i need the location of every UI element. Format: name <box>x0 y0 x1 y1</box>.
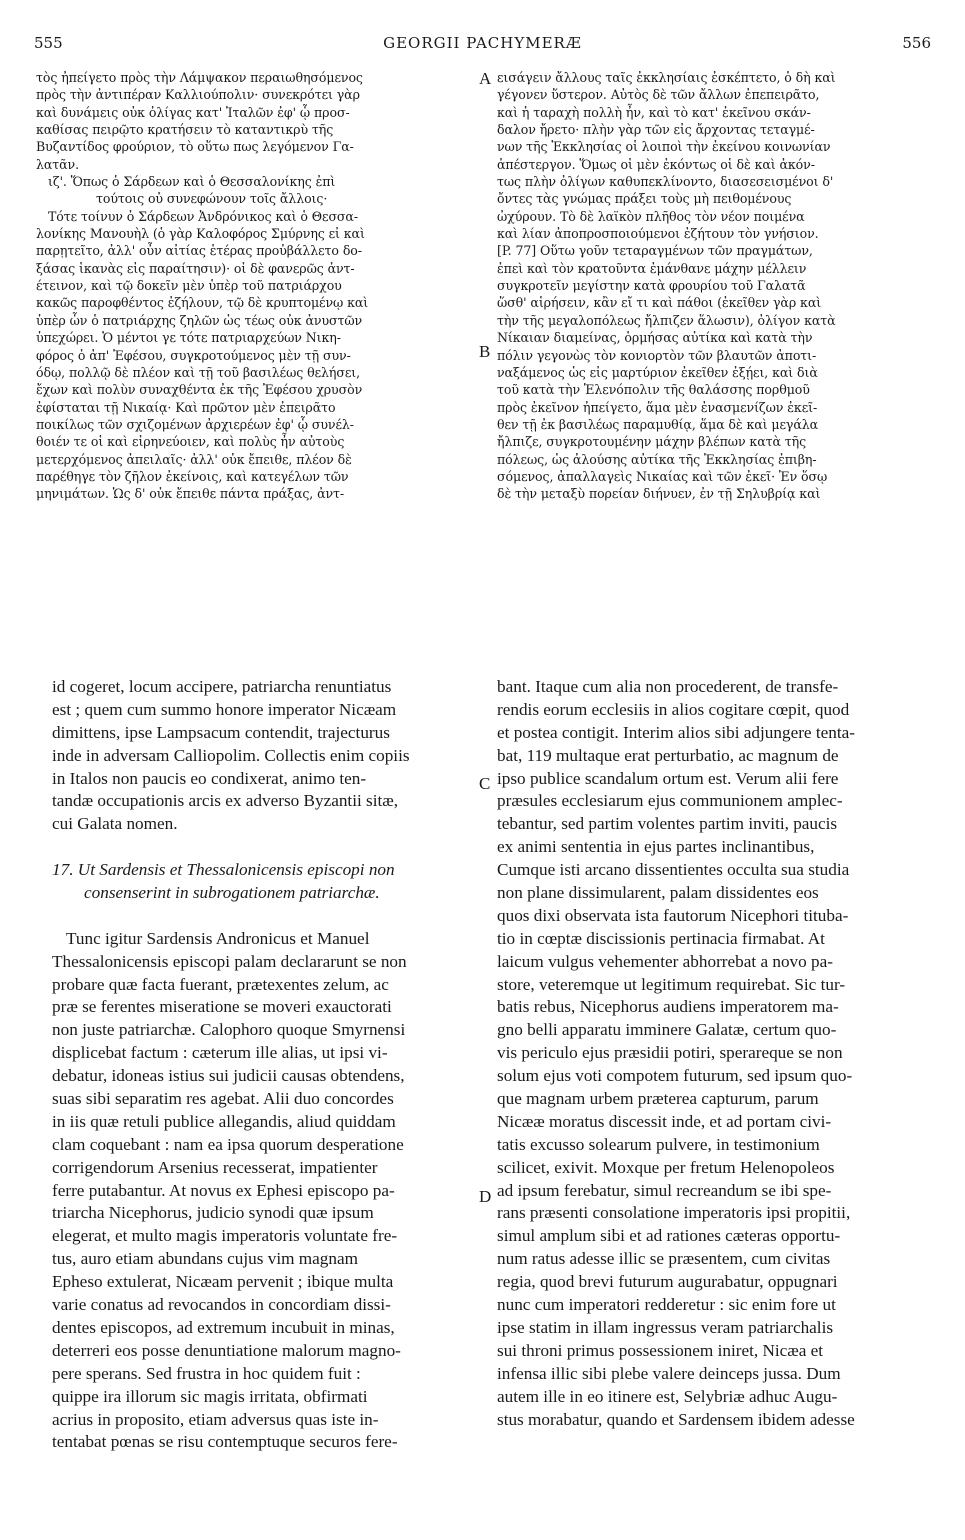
text-line: ὄντες τὰς γνώμας πράξει τοὺς μὴ πειθομένους <box>497 191 792 207</box>
text-line: tandæ occupationis arcis ex adverso Byzantii sitæ, <box>52 791 399 811</box>
text-line: ὠχύρουν. Τὸ δὲ λαϊκὸν πλῆθος τὸν νέον ποιμένα <box>497 208 805 224</box>
text-line: σόμενος, ἀπαλλαγεὶς Νικαίας καὶ τῶν ἐκεῖ· Ἐν ὅσῳ <box>497 468 828 484</box>
text-line: ναξάμενος ὡς εἰς μαρτύριον ἐκεῖθεν ἐξῄει, καὶ διὰ <box>497 364 818 380</box>
running-title: GEORGII PACHYMERÆ <box>383 34 582 52</box>
text-line: Νίκαιαν διαμείνας, ὁρμήσας αὐτίκα καὶ κατὰ τὴν <box>497 330 813 346</box>
text-line: solum ejus voti compotem futurum, sed ipsum quo- <box>497 1066 853 1086</box>
right-page-number: 556 <box>902 34 931 52</box>
text-line: έτεινον, καὶ τῷ δοκεῖν μὲν ὑπὲρ τοῦ πατριάρχου <box>36 278 342 294</box>
text-line: ὑπεχώρει. Ὁ μέντοι γε τότε πατριαρχεύων Νικη- <box>36 330 341 346</box>
text-line: καὶ δυνάμεις οὐκ ὀλίγας κατ' Ἰταλῶν ἐφ' ᾧ προσ- <box>36 104 350 120</box>
text-line: Thessalonicensis episcopi palam declararunt se non <box>52 951 407 971</box>
text-line: stus morabatur, quando et Sardensem ibidem adesse <box>497 1409 855 1429</box>
running-header <box>34 34 931 56</box>
text-line: λονίκης Μανουὴλ (ὁ γὰρ Καλοφόρος Σμύρνης εἰ καὶ <box>36 226 365 242</box>
text-line: Cumque isti arcano dissentientes occulta sua studia <box>497 860 850 880</box>
text-line: præsules ecclesiarum ejus communionem amplec- <box>497 791 843 811</box>
text-line: consenserint in subrogationem patriarchæ. <box>84 883 380 903</box>
text-line: infensa illic sibi plebe valere deinceps jussa. Dum <box>497 1363 841 1383</box>
text-line: non juste patriarchæ. Calophoro quoque Smyrnensi <box>52 1020 406 1040</box>
text-line: ποικίλως τῶν σχιζομένων ἀρχιερέων ἐφ' ᾧ συνέλ- <box>36 416 354 432</box>
text-line: dimittens, ipse Lampsacum contendit, trajecturus <box>52 722 390 742</box>
text-line: Τότε τοίνυν ὁ Σάρδεων Ἀνδρόνικος καὶ ὁ Θεσσα- <box>48 208 358 224</box>
text-line: γέγονεν ὕστερον. Αὐτὸς δὲ τῶν ἄλλων ἐπεπειρᾶτο, <box>497 87 820 103</box>
text-line: probare quæ facta fuerant, prætexentes zelum, ac <box>52 974 389 994</box>
text-line: καθίσας πειρῷτο κρατήσειν τὸ καταντικρὺ τῆς <box>36 122 334 138</box>
text-line: acrius in proposito, etiam adversus quas iste in- <box>52 1409 379 1429</box>
text-line: autem ille in eo itinere est, Selybriæ adhuc Augu- <box>497 1386 838 1406</box>
text-line: κακῶς παροφθέντος ἐζήλουν, τῷ δὲ κρυπτομένῳ καὶ <box>36 295 369 311</box>
text-line: καὶ ἡ ταραχὴ πολλὴ ἦν, καὶ τὸ κατ' ἐκεῖνου σκάν- <box>497 104 811 120</box>
text-line: πόλιν γεγονὼς τὸν κονιορτὸν τῶν βλαυτῶν ἀποτι- <box>497 347 817 363</box>
text-line: τὸς ἠπείγετο πρὸς τὴν Λάμψακον περαιωθησόμενος <box>36 70 363 85</box>
text-line: μετερχόμενος ἀπειλαῖς· ἀλλ' οὐκ ἔπειθε, πλέον δὲ <box>36 451 352 467</box>
text-line: 17. Ut Sardensis et Thessalonicensis episcopi non <box>52 860 395 880</box>
text-line: πρὸς ἐκεῖνον ἠπείγετο, ἅμα μὲν ἐνασμενίζων ἐκεῖ- <box>497 399 818 415</box>
text-line: τὴν τῆς μεγαλοπόλεως ἤλπιζεν ἅλωσιν), ὀλίγον κατὰ <box>497 312 836 328</box>
text-line: triarcha Nicephorus, judicio synodi quæ ipsum <box>52 1203 374 1223</box>
margin-letter-c: C <box>479 774 491 793</box>
text-line: non plane dissimularent, palam dissidentes eos <box>497 883 819 903</box>
text-line: Βυζαντίδος φρούριον, τὸ οὕτω πως λεγόμενον Γα- <box>36 139 354 155</box>
margin-letter-b: B <box>479 342 491 361</box>
text-line: simul amplum sibi et ad rationes cæteras opportu- <box>497 1226 841 1246</box>
text-line: tus, auro etiam abundans cujus vim magnam <box>52 1249 358 1269</box>
text-line: elegerat, et multo magis imperatoris voluntate fre- <box>52 1226 398 1246</box>
text-line: ξάσας ἱκανὰς εἰς παραίτησιν)· οἱ δὲ φανερῶς ἀντ- <box>36 260 355 276</box>
text-line: gno belli apparatu imminere Galatæ, certum quo- <box>497 1020 837 1040</box>
text-line: in iis quæ retuli publice allegandis, aliud quiddam <box>52 1111 396 1131</box>
text-line: μηνιμάτων. Ὡς δ' οὐκ ἔπειθε πάντα πράξας, ἀντ- <box>36 486 345 502</box>
text-line: θοιέν τε οἱ καὶ εἰρηνεύοιεν, καὶ πολὺς ἦν αὐτοὺς <box>36 434 345 450</box>
text-line: clam coquebant : nam ea ipsa quorum desperatione <box>52 1134 404 1154</box>
greek-column-left <box>36 69 476 503</box>
text-line: sui throni primus possessionem iniret, Nicæa et <box>497 1340 824 1360</box>
text-line: tebantur, sed partim volentes partim inviti, paucis <box>497 814 838 834</box>
text-line: ἔχων καὶ πολὺν συναχθέντα ἐκ τῆς Ἐφέσου χρυσὸν <box>36 382 363 398</box>
text-line: πόλεως, ὡς ἀλούσης αὐτίκα τῆς Ἐκκλησίας ἐπιβη- <box>497 451 817 467</box>
text-line: tentabat pœnas se risu contemptuque securos fere- <box>52 1432 398 1452</box>
text-line: rans præsenti consolatione imperatoris ipsi propitii, <box>497 1203 851 1223</box>
text-line: deterreri eos posse denuntiatione malorum magno- <box>52 1340 401 1360</box>
text-line: νων τῆς Ἐκκλησίας οἱ λοιποὶ τὴν ἐκείνου κοινωνίαν <box>497 139 831 155</box>
text-line: vis periculo ejus præsidii potiri, sperareque se non <box>497 1043 843 1063</box>
text-line: Tunc igitur Sardensis Andronicus et Manuel <box>66 928 370 948</box>
text-line: bant. Itaque cum alia non procederent, de transfe- <box>497 677 839 696</box>
greek-column-right <box>497 69 937 503</box>
text-line: καὶ λίαν ἀποπροσποιούμενοι ἐζήτουν τὸν γνήσιον. <box>497 226 819 242</box>
text-line: δὲ τὴν μεταξὺ πορείαν διήνυεν, ἐν τῇ Σηλυβρίᾳ καὶ <box>497 486 821 502</box>
text-line: et postea contigit. Interim alios sibi adjungere tenta- <box>497 722 855 742</box>
text-line: batis rebus, Nicephorus audiens imperatorem ma- <box>497 997 839 1017</box>
text-line: pere sperans. Sed frustra in hoc quidem fuit : <box>52 1363 361 1383</box>
text-line: corrigendorum Arsenius recesserat, impatienter <box>52 1157 378 1177</box>
text-line: φόρος ὁ ἀπ' Ἐφέσου, συγκροτούμενος μὲν τῇ συν- <box>36 347 351 363</box>
margin-letter-d: D <box>479 1187 492 1206</box>
text-line: id cogeret, locum accipere, patriarcha renuntiatus <box>52 677 392 696</box>
text-line: λατᾶν. <box>36 156 80 172</box>
text-line: ιζ'. Ὅπως ὁ Σάρδεων καὶ ὁ Θεσσαλονίκης ἐπὶ <box>48 174 336 190</box>
text-line: ἀπέστεργον. Ὅμως οἱ μὲν ἑκόντως οἱ δὲ καὶ ἀκόν- <box>497 156 815 172</box>
text-line: Epheso extulerat, Nicæam pervenit ; ibique multa <box>52 1272 394 1292</box>
text-line: scilicet, exivit. Moxque per fretum Helenopoleos <box>497 1157 835 1177</box>
text-line: [P. 77] Οὕτω γοῦν τεταραγμένων τῶν πραγμάτων, <box>497 243 813 259</box>
margin-letter-a: A <box>479 69 492 88</box>
text-line: store, veteremque ut legitimum requirebat. Sic tur- <box>497 974 846 994</box>
text-line <box>52 836 484 859</box>
text-line: τοῦ κατὰ τὴν Ἑλενόπολιν τῆς θαλάσσης πορθμοῦ <box>497 382 810 398</box>
text-line: εισάγειν ἄλλους ταῖς ἐκκλησίαις ἐσκέπτετο, ὁ δὴ καὶ <box>497 70 836 85</box>
text-line: varie conatus ad revocandos in concordiam dissi- <box>52 1295 391 1315</box>
text-line <box>52 905 484 928</box>
text-line: dentes episcopos, ad extremum incubuit in minas, <box>52 1317 395 1337</box>
text-line: rendis eorum ecclesiis in alios cogitare cœpit, quod <box>497 699 850 719</box>
text-line: ἤλπιζε, συγκροτουμένην μάχην βλέπων κατὰ τῆς <box>497 434 807 450</box>
text-line: est ; quem cum summo honore imperator Nicæam <box>52 699 397 719</box>
latin-column-right <box>497 676 935 1431</box>
text-line: όδῳ, πολλῷ δὲ πλέον καὶ τῇ τοῦ βασιλέως θελήσει, <box>36 364 360 380</box>
text-line: in Italos non paucis eo condixerat, animo ten- <box>52 768 367 788</box>
latin-column-left <box>52 676 484 1454</box>
text-line: præ se ferentes miseratione se moveri exauctorati <box>52 997 392 1017</box>
text-line: displicebat factum : cæterum ille alias, ut ipsi vi- <box>52 1043 388 1063</box>
text-line: regia, quod brevi futurum augurabatur, oppugnari <box>497 1272 838 1292</box>
text-line: tatis excusso solearum pulvere, in testimonium <box>497 1134 820 1154</box>
text-line: συγκροτεῖν μεγίστην κατὰ φρουρίου τοῦ Γαλατᾶ <box>497 278 806 294</box>
text-line: ἐπεὶ καὶ τὸν κρατοῦντα ἐμάνθανε μάχην μέλλειν <box>497 260 807 276</box>
text-line: ad ipsum ferebatur, simul recreandum se ibi spe- <box>497 1180 832 1200</box>
text-line: παρῃτεῖτο, ἀλλ' οὖν αἰτίας ἑτέρας προὐβάλλετο δο- <box>36 243 362 259</box>
text-line: θεν τῇ ἐκ βασιλέως παραμυθίᾳ, ἅμα δὲ καὶ μεγάλα <box>497 416 819 432</box>
text-line: ferre putabantur. At novus ex Ephesi episcopo pa- <box>52 1180 395 1200</box>
text-line: tio in cœptæ discissionis pertinacia firmabat. At <box>497 928 825 948</box>
text-line: laicum vulgus vehementer abhorrebat a novo pa- <box>497 951 833 971</box>
left-page-number: 555 <box>34 34 63 52</box>
text-line: ex animi sententia in ejus partes inclinantibus, <box>497 837 815 857</box>
text-line: πρὸς τὴν ἀντιπέραν Καλλιούπολιν· συνεκρότει γὰρ <box>36 87 360 103</box>
text-line: τούτοις οὐ συνεφώνουν τοῖς ἄλλοις· <box>96 191 328 207</box>
text-line: debatur, idoneas istius sui judicii causas obtendens, <box>52 1066 405 1086</box>
text-line: τως πλὴν ὀλίγων καθυπεκλίνοντο, διασεσεισμένοι δ' <box>497 174 834 190</box>
text-line: quos dixi observata ista fautorum Nicephori tituba- <box>497 905 849 925</box>
text-line: παρέθηγε τὸν ζῆλον ἐκείνοις, καὶ κατεγέλων τῶν <box>36 468 349 484</box>
text-line: nunc cum imperatori redderetur : sic enim fore ut <box>497 1295 836 1315</box>
text-line: quippe ira illorum sic magis irritata, obfirmati <box>52 1386 368 1406</box>
text-line: ὑπὲρ ὧν ὁ πατριάρχης ζηλῶν ὡς τέως οὐκ ἀνυστῶν <box>36 312 363 328</box>
text-line: ipso publice scandalum ortum est. Verum alii fere <box>497 768 839 788</box>
text-line: δαλον ἤρετο· πλὴν γὰρ τῶν εἰς ἄρχοντας τεταγμέ- <box>497 122 815 138</box>
text-line: num ratus adesse illic se præsentem, cum civitas <box>497 1249 831 1269</box>
text-line: Nicææ moratus discessit inde, et ad portam civi- <box>497 1111 832 1131</box>
text-line: suas sibi separatim res agebat. Alii duo concordes <box>52 1089 394 1109</box>
text-line: inde in adversam Calliopolim. Collectis enim copiis <box>52 745 410 765</box>
text-line: que magnam urbem præterea capturum, parum <box>497 1089 819 1109</box>
text-line: ἐφίσταται τῇ Νικαίᾳ· Καὶ πρῶτον μὲν ἐπειρᾶτο <box>36 399 336 415</box>
text-line: bat, 119 multaque erat perturbatio, ac magnum de <box>497 745 839 765</box>
text-line: cui Galata nomen. <box>52 814 178 834</box>
text-line: ὥσθ' αἱρήσειν, κἂν εἴ τι καὶ πάθοι (ἐκεῖθεν γὰρ καὶ <box>497 295 822 311</box>
text-line: ipse statim in illam ingressus veram patriarchalis <box>497 1317 834 1337</box>
